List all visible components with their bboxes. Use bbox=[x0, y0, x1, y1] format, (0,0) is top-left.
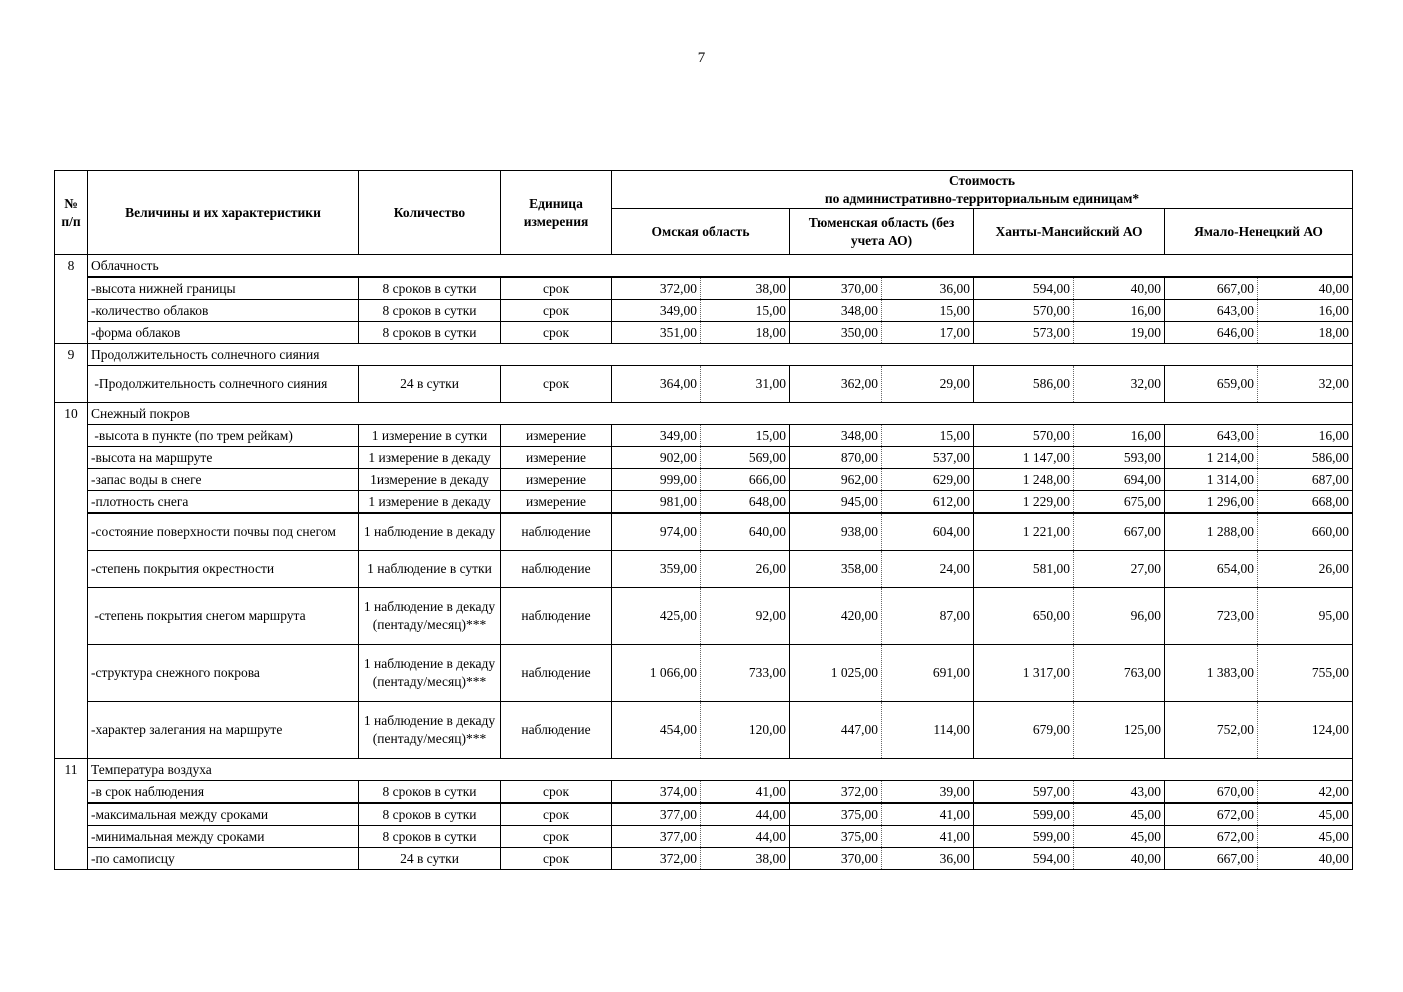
cost-cell: 17,00 bbox=[882, 322, 974, 344]
row-quantity: 1 наблюдение в сутки bbox=[359, 551, 501, 588]
cost-cell: 420,00 bbox=[790, 588, 882, 645]
row-name: -высота в пункте (по трем рейкам) bbox=[88, 425, 359, 447]
cost-cell: 593,00 bbox=[1074, 447, 1165, 469]
cost-cell: 15,00 bbox=[882, 425, 974, 447]
header-unit: Единица измерения bbox=[501, 171, 612, 255]
cost-cell: 351,00 bbox=[612, 322, 701, 344]
cost-cell: 1 214,00 bbox=[1165, 447, 1258, 469]
section-number: 9 bbox=[55, 344, 88, 403]
cost-cell: 650,00 bbox=[974, 588, 1074, 645]
table-row bbox=[55, 588, 1353, 645]
cost-cell: 348,00 bbox=[790, 300, 882, 322]
cost-cell: 358,00 bbox=[790, 551, 882, 588]
cost-cell: 612,00 bbox=[882, 491, 974, 514]
section-number: 10 bbox=[55, 403, 88, 759]
cost-cell: 31,00 bbox=[701, 366, 790, 403]
cost-cell: 752,00 bbox=[1165, 702, 1258, 759]
table-row bbox=[55, 322, 1353, 344]
cost-cell: 374,00 bbox=[612, 781, 701, 804]
cost-cell: 675,00 bbox=[1074, 491, 1165, 514]
cost-cell: 999,00 bbox=[612, 469, 701, 491]
cost-cell: 377,00 bbox=[612, 803, 701, 826]
cost-cell: 586,00 bbox=[974, 366, 1074, 403]
header-region: Омская область bbox=[612, 209, 790, 255]
header-cost-title: Стоимость bbox=[948, 172, 1016, 188]
cost-cell: 1 248,00 bbox=[974, 469, 1074, 491]
row-name: -по самописцу bbox=[88, 848, 359, 870]
cost-cell: 981,00 bbox=[612, 491, 701, 514]
cost-cell: 40,00 bbox=[1074, 277, 1165, 300]
cost-cell: 372,00 bbox=[790, 781, 882, 804]
cost-cell: 95,00 bbox=[1258, 588, 1353, 645]
cost-cell: 733,00 bbox=[701, 645, 790, 702]
cost-cell: 594,00 bbox=[974, 848, 1074, 870]
cost-cell: 26,00 bbox=[701, 551, 790, 588]
cost-cell: 694,00 bbox=[1074, 469, 1165, 491]
row-name: -степень покрытия окрестности bbox=[88, 551, 359, 588]
row-name: -характер залегания на маршруте bbox=[88, 702, 359, 759]
cost-cell: 1 229,00 bbox=[974, 491, 1074, 514]
row-unit: срок bbox=[501, 322, 612, 344]
cost-cell: 938,00 bbox=[790, 513, 882, 551]
cost-cell: 39,00 bbox=[882, 781, 974, 804]
cost-cell: 594,00 bbox=[974, 277, 1074, 300]
cost-cell: 349,00 bbox=[612, 425, 701, 447]
header-region: Тюменская область (без учета АО) bbox=[790, 209, 974, 255]
row-quantity: 1 наблюдение в декаду (пентаду/месяц)*** bbox=[359, 702, 501, 759]
cost-cell: 43,00 bbox=[1074, 781, 1165, 804]
cost-cell: 40,00 bbox=[1258, 277, 1353, 300]
header-region: Ямало-Ненецкий АО bbox=[1165, 209, 1353, 255]
section-title: Температура воздуха bbox=[88, 759, 1353, 781]
table-row bbox=[55, 425, 1353, 447]
row-name: -структура снежного покрова bbox=[88, 645, 359, 702]
cost-cell: 581,00 bbox=[974, 551, 1074, 588]
cost-cell: 26,00 bbox=[1258, 551, 1353, 588]
section-number: 11 bbox=[55, 759, 88, 870]
row-quantity: 8 сроков в сутки bbox=[359, 277, 501, 300]
cost-cell: 597,00 bbox=[974, 781, 1074, 804]
cost-cell: 44,00 bbox=[701, 803, 790, 826]
cost-cell: 16,00 bbox=[1258, 300, 1353, 322]
row-unit: срок bbox=[501, 803, 612, 826]
table-row bbox=[55, 826, 1353, 848]
header-num: № п/п bbox=[55, 171, 88, 255]
cost-cell: 41,00 bbox=[701, 781, 790, 804]
row-quantity: 1 измерение в сутки bbox=[359, 425, 501, 447]
row-unit: измерение bbox=[501, 447, 612, 469]
cost-cell: 350,00 bbox=[790, 322, 882, 344]
section-title: Облачность bbox=[88, 255, 1353, 278]
cost-cell: 348,00 bbox=[790, 425, 882, 447]
cost-cell: 19,00 bbox=[1074, 322, 1165, 344]
row-name: -форма облаков bbox=[88, 322, 359, 344]
cost-cell: 573,00 bbox=[974, 322, 1074, 344]
cost-cell: 45,00 bbox=[1258, 803, 1353, 826]
row-unit: наблюдение bbox=[501, 702, 612, 759]
cost-cell: 18,00 bbox=[701, 322, 790, 344]
cost-cell: 654,00 bbox=[1165, 551, 1258, 588]
cost-cell: 668,00 bbox=[1258, 491, 1353, 514]
row-quantity: 1измерение в декаду bbox=[359, 469, 501, 491]
header-cost bbox=[612, 171, 1353, 209]
table-row bbox=[55, 300, 1353, 322]
table-row bbox=[55, 848, 1353, 870]
cost-cell: 38,00 bbox=[701, 277, 790, 300]
row-quantity: 1 измерение в декаду bbox=[359, 491, 501, 514]
cost-cell: 1 066,00 bbox=[612, 645, 701, 702]
cost-cell: 372,00 bbox=[612, 277, 701, 300]
cost-cell: 570,00 bbox=[974, 300, 1074, 322]
row-name: -высота на маршруте bbox=[88, 447, 359, 469]
cost-cell: 660,00 bbox=[1258, 513, 1353, 551]
cost-cell: 44,00 bbox=[701, 826, 790, 848]
row-name: -количество облаков bbox=[88, 300, 359, 322]
cost-cell: 124,00 bbox=[1258, 702, 1353, 759]
header-name: Величины и их характеристики bbox=[88, 171, 359, 255]
row-unit: срок bbox=[501, 300, 612, 322]
row-unit: измерение bbox=[501, 469, 612, 491]
cost-cell: 1 025,00 bbox=[790, 645, 882, 702]
cost-cell: 687,00 bbox=[1258, 469, 1353, 491]
cost-cell: 666,00 bbox=[701, 469, 790, 491]
cost-cell: 36,00 bbox=[882, 277, 974, 300]
cost-cell: 646,00 bbox=[1165, 322, 1258, 344]
cost-cell: 36,00 bbox=[882, 848, 974, 870]
cost-cell: 945,00 bbox=[790, 491, 882, 514]
cost-cell: 643,00 bbox=[1165, 300, 1258, 322]
cost-cell: 41,00 bbox=[882, 826, 974, 848]
section-title: Снежный покров bbox=[88, 403, 1353, 425]
cost-cell: 659,00 bbox=[1165, 366, 1258, 403]
table-row bbox=[55, 702, 1353, 759]
cost-cell: 15,00 bbox=[882, 300, 974, 322]
cost-cell: 763,00 bbox=[1074, 645, 1165, 702]
cost-cell: 29,00 bbox=[882, 366, 974, 403]
cost-cell: 40,00 bbox=[1074, 848, 1165, 870]
cost-cell: 1 288,00 bbox=[1165, 513, 1258, 551]
row-unit: наблюдение bbox=[501, 551, 612, 588]
cost-cell: 604,00 bbox=[882, 513, 974, 551]
row-unit: срок bbox=[501, 366, 612, 403]
cost-cell: 569,00 bbox=[701, 447, 790, 469]
cost-cell: 962,00 bbox=[790, 469, 882, 491]
cost-cell: 691,00 bbox=[882, 645, 974, 702]
table-row bbox=[55, 513, 1353, 551]
page-number: 7 bbox=[697, 50, 706, 66]
cost-cell: 902,00 bbox=[612, 447, 701, 469]
cost-cell: 1 314,00 bbox=[1165, 469, 1258, 491]
table-row bbox=[55, 366, 1353, 403]
cost-table bbox=[54, 170, 1353, 870]
row-unit: измерение bbox=[501, 425, 612, 447]
header-cost-subtitle: по административно-территориальным единицам* bbox=[824, 190, 1140, 206]
cost-cell: 16,00 bbox=[1258, 425, 1353, 447]
cost-cell: 679,00 bbox=[974, 702, 1074, 759]
cost-cell: 45,00 bbox=[1074, 826, 1165, 848]
table-row bbox=[55, 803, 1353, 826]
cost-cell: 1 147,00 bbox=[974, 447, 1074, 469]
cost-cell: 755,00 bbox=[1258, 645, 1353, 702]
cost-cell: 425,00 bbox=[612, 588, 701, 645]
cost-cell: 32,00 bbox=[1074, 366, 1165, 403]
cost-cell: 667,00 bbox=[1074, 513, 1165, 551]
cost-cell: 24,00 bbox=[882, 551, 974, 588]
cost-cell: 672,00 bbox=[1165, 826, 1258, 848]
table-row bbox=[55, 491, 1353, 514]
cost-cell: 40,00 bbox=[1258, 848, 1353, 870]
row-name: -высота нижней границы bbox=[88, 277, 359, 300]
row-unit: срок bbox=[501, 277, 612, 300]
row-quantity: 1 измерение в декаду bbox=[359, 447, 501, 469]
row-name: -плотность снега bbox=[88, 491, 359, 514]
row-unit: срок bbox=[501, 848, 612, 870]
row-quantity: 24 в сутки bbox=[359, 366, 501, 403]
table-row bbox=[55, 781, 1353, 804]
row-quantity: 1 наблюдение в декаду (пентаду/месяц)*** bbox=[359, 645, 501, 702]
cost-cell: 15,00 bbox=[701, 300, 790, 322]
cost-cell: 87,00 bbox=[882, 588, 974, 645]
cost-cell: 38,00 bbox=[701, 848, 790, 870]
row-name: -состояние поверхности почвы под снегом bbox=[88, 513, 359, 551]
section-header-row bbox=[55, 344, 1353, 366]
cost-cell: 42,00 bbox=[1258, 781, 1353, 804]
row-name: -в срок наблюдения bbox=[88, 781, 359, 804]
cost-cell: 16,00 bbox=[1074, 425, 1165, 447]
row-quantity: 8 сроков в сутки bbox=[359, 803, 501, 826]
cost-cell: 1 383,00 bbox=[1165, 645, 1258, 702]
cost-cell: 114,00 bbox=[882, 702, 974, 759]
cost-cell: 45,00 bbox=[1258, 826, 1353, 848]
cost-cell: 32,00 bbox=[1258, 366, 1353, 403]
cost-cell: 372,00 bbox=[612, 848, 701, 870]
cost-cell: 359,00 bbox=[612, 551, 701, 588]
cost-cell: 96,00 bbox=[1074, 588, 1165, 645]
row-name: -минимальная между сроками bbox=[88, 826, 359, 848]
row-name: -Продолжительность солнечного сияния bbox=[88, 366, 359, 403]
cost-cell: 599,00 bbox=[974, 803, 1074, 826]
row-unit: измерение bbox=[501, 491, 612, 514]
cost-cell: 667,00 bbox=[1165, 277, 1258, 300]
cost-cell: 570,00 bbox=[974, 425, 1074, 447]
row-quantity: 1 наблюдение в декаду (пентаду/месяц)*** bbox=[359, 588, 501, 645]
cost-cell: 974,00 bbox=[612, 513, 701, 551]
cost-cell: 723,00 bbox=[1165, 588, 1258, 645]
cost-cell: 447,00 bbox=[790, 702, 882, 759]
section-title: Продолжительность солнечного сияния bbox=[88, 344, 1353, 366]
header-region: Ханты-Мансийский АО bbox=[974, 209, 1165, 255]
cost-cell: 667,00 bbox=[1165, 848, 1258, 870]
cost-cell: 629,00 bbox=[882, 469, 974, 491]
row-name: -запас воды в снеге bbox=[88, 469, 359, 491]
cost-cell: 537,00 bbox=[882, 447, 974, 469]
cost-cell: 15,00 bbox=[701, 425, 790, 447]
table-row bbox=[55, 469, 1353, 491]
cost-cell: 640,00 bbox=[701, 513, 790, 551]
cost-cell: 41,00 bbox=[882, 803, 974, 826]
cost-cell: 1 317,00 bbox=[974, 645, 1074, 702]
table-body bbox=[55, 255, 1353, 870]
row-unit: наблюдение bbox=[501, 645, 612, 702]
row-name: -степень покрытия снегом маршрута bbox=[88, 588, 359, 645]
row-quantity: 8 сроков в сутки bbox=[359, 322, 501, 344]
section-header-row bbox=[55, 255, 1353, 278]
row-quantity: 24 в сутки bbox=[359, 848, 501, 870]
row-quantity: 8 сроков в сутки bbox=[359, 781, 501, 804]
table-row bbox=[55, 551, 1353, 588]
cost-cell: 586,00 bbox=[1258, 447, 1353, 469]
row-unit: срок bbox=[501, 781, 612, 804]
cost-cell: 364,00 bbox=[612, 366, 701, 403]
row-unit: срок bbox=[501, 826, 612, 848]
cost-cell: 92,00 bbox=[701, 588, 790, 645]
table-row bbox=[55, 447, 1353, 469]
cost-cell: 45,00 bbox=[1074, 803, 1165, 826]
row-name: -максимальная между сроками bbox=[88, 803, 359, 826]
cost-cell: 1 296,00 bbox=[1165, 491, 1258, 514]
cost-cell: 670,00 bbox=[1165, 781, 1258, 804]
cost-cell: 454,00 bbox=[612, 702, 701, 759]
cost-cell: 1 221,00 bbox=[974, 513, 1074, 551]
cost-cell: 648,00 bbox=[701, 491, 790, 514]
cost-cell: 377,00 bbox=[612, 826, 701, 848]
cost-cell: 370,00 bbox=[790, 277, 882, 300]
table-row bbox=[55, 277, 1353, 300]
row-quantity: 8 сроков в сутки bbox=[359, 300, 501, 322]
cost-cell: 362,00 bbox=[790, 366, 882, 403]
cost-cell: 125,00 bbox=[1074, 702, 1165, 759]
cost-cell: 120,00 bbox=[701, 702, 790, 759]
cost-cell: 27,00 bbox=[1074, 551, 1165, 588]
row-quantity: 1 наблюдение в декаду bbox=[359, 513, 501, 551]
header-qty: Количество bbox=[359, 171, 501, 255]
table-row bbox=[55, 645, 1353, 702]
section-header-row bbox=[55, 759, 1353, 781]
cost-cell: 18,00 bbox=[1258, 322, 1353, 344]
row-unit: наблюдение bbox=[501, 513, 612, 551]
cost-cell: 375,00 bbox=[790, 803, 882, 826]
cost-cell: 672,00 bbox=[1165, 803, 1258, 826]
cost-cell: 375,00 bbox=[790, 826, 882, 848]
cost-cell: 643,00 bbox=[1165, 425, 1258, 447]
cost-cell: 349,00 bbox=[612, 300, 701, 322]
cost-cell: 870,00 bbox=[790, 447, 882, 469]
cost-cell: 16,00 bbox=[1074, 300, 1165, 322]
section-number: 8 bbox=[55, 255, 88, 344]
cost-cell: 370,00 bbox=[790, 848, 882, 870]
cost-cell: 599,00 bbox=[974, 826, 1074, 848]
row-unit: наблюдение bbox=[501, 588, 612, 645]
row-quantity: 8 сроков в сутки bbox=[359, 826, 501, 848]
section-header-row bbox=[55, 403, 1353, 425]
